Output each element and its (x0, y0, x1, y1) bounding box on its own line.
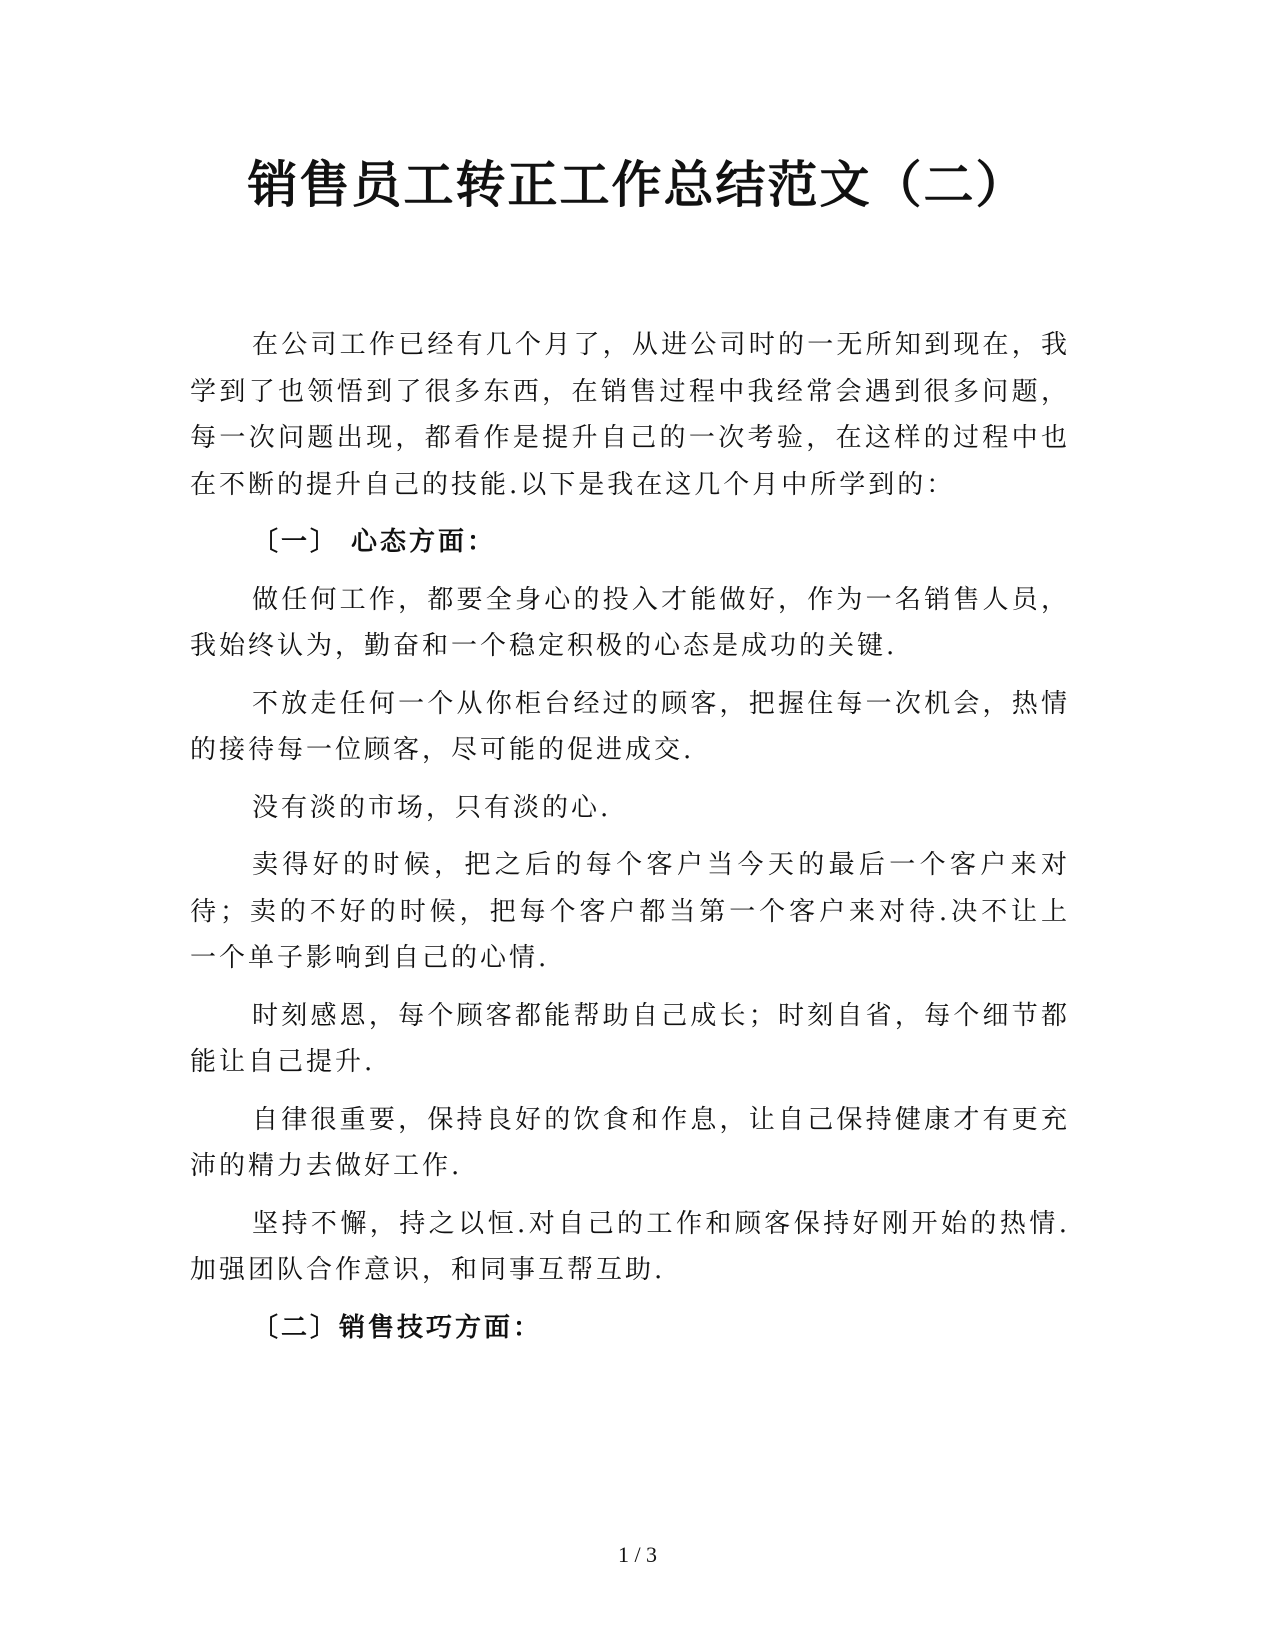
section-heading-sales-skills: 〔二〕销售技巧方面： (252, 1312, 543, 1343)
document-title: 销售员工转正工作总结范文（二） (247, 156, 1028, 214)
body-paragraph: 时刻感恩，每个顾客都能帮助自己成长；时刻自省，每个细节都能让自己提升. (190, 1000, 1070, 1077)
intro-paragraph: 在公司工作已经有几个月了，从进公司时的一无所知到现在，我学到了也领悟到了很多东西，在销售过程中我经常会遇到很多问题，每一次问题出现，都看作是提升自己的一次考验，在这样的过程中也在不断的提升自己的技能.以下是我在这几个月中所学到的： (190, 330, 1070, 500)
body-paragraph: 卖得好的时候，把之后的每个客户当今天的最后一个客户来对待；卖的不好的时候，把每个客户都当第一个客户来对待.决不让上一个单子影响到自己的心情. (190, 850, 1070, 973)
document-body (190, 322, 1070, 1362)
page-number: 1 / 3 (617, 1542, 658, 1567)
body-paragraph: 没有淡的市场，只有淡的心. (252, 792, 612, 823)
body-paragraph: 做任何工作，都要全身心的投入才能做好，作为一名销售人员，我始终认为，勤奋和一个稳定积极的心态是成功的关键. (190, 584, 1070, 661)
section-heading-mindset: 〔一〕 心态方面： (252, 527, 497, 557)
body-paragraph: 坚持不懈，持之以恒.对自己的工作和顾客保持好刚开始的热情.加强团队合作意识，和同事互帮互助. (190, 1208, 1070, 1285)
body-paragraph: 自律很重要，保持良好的饮食和作息，让自己保持健康才有更充沛的精力去做好工作. (190, 1104, 1070, 1181)
body-paragraph: 不放走任何一个从你柜台经过的顾客，把握住每一次机会，热情的接待每一位顾客，尽可能的促进成交. (190, 688, 1070, 765)
